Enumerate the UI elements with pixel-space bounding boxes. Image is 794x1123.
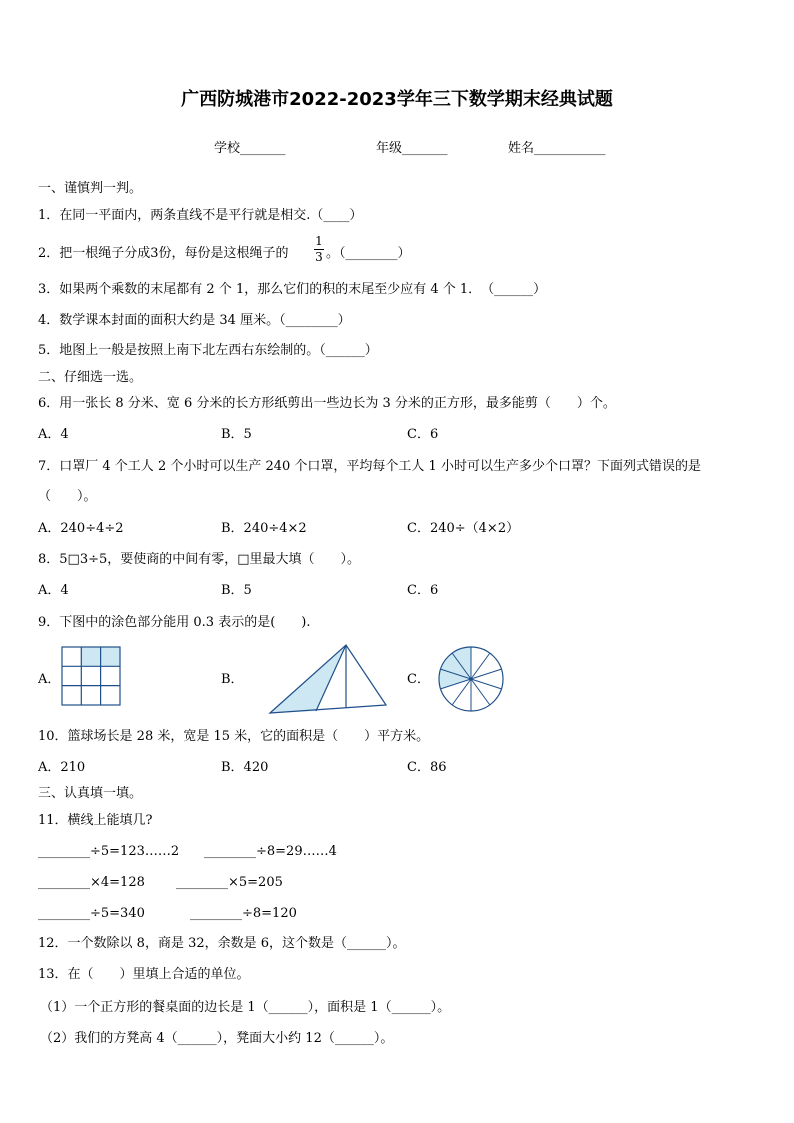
q7-option-c: C．240÷（4×2） <box>407 521 520 536</box>
circle-spoke <box>471 669 501 679</box>
q9-option-b: B． <box>221 672 244 687</box>
q11-equation-4: ________×5=205 <box>176 875 283 890</box>
q6-option-a: A．4 <box>38 427 69 442</box>
q11-equation-5: ________÷5=340 <box>38 906 145 921</box>
q13-part-2: （2）我们的方凳高 4（______），凳面大小约 12（______）。 <box>40 1031 394 1046</box>
school-field[interactable]: 学校_______ <box>214 141 286 156</box>
fraction-denominator: 3 <box>315 250 323 264</box>
triangle-figure <box>268 643 388 715</box>
q9-option-c: C． <box>407 672 430 687</box>
question-5: 5．地图上一般是按照上南下北左西右东绘制的。（______） <box>38 343 378 358</box>
question-6: 6．用一张长 8 分米、宽 6 分米的长方形纸剪出一些边长为 3 分米的正方形，最多能剪（ ）个。 <box>38 396 616 411</box>
question-1: 1．在同一平面内，两条直线不是平行就是相交.（____） <box>38 208 363 223</box>
fraction-one-third <box>314 235 324 264</box>
q6-option-c: C．6 <box>407 427 439 442</box>
q11-equation-2: ________÷8=29……4 <box>204 844 337 859</box>
grid-shaded-cell <box>101 647 120 666</box>
q7-option-a: A．240÷4÷2 <box>38 521 124 536</box>
q8-option-c: C．6 <box>407 583 439 598</box>
grid-shaded-cell <box>81 647 100 666</box>
question-10: 10．篮球场长是 28 米，宽是 15 米，它的面积是（ ）平方米。 <box>38 729 430 744</box>
question-7-line1: 7．口罩厂 4 个工人 2 个小时可以生产 240 个口罩，平均每个工人 1 小时可以生产多少个口罩？下面列式错误的是 <box>38 459 701 474</box>
question-4: 4．数学课本封面的面积大约是 34 厘米。（________） <box>38 313 351 328</box>
question-8: 8．5□3÷5，要使商的中间有零，□里最大填（ ）。 <box>38 552 361 567</box>
section-heading-3: 三、认真填一填。 <box>38 786 143 801</box>
section-heading-1: 一、谨慎判一判。 <box>38 181 143 196</box>
question-7-line2: （ ）。 <box>38 489 97 504</box>
q8-option-b: B．5 <box>221 583 252 598</box>
circle-spoke <box>471 653 490 679</box>
q6-option-b: B．5 <box>221 427 252 442</box>
grid-figure <box>62 647 120 705</box>
question-13: 13．在（ ）里填上合适的单位。 <box>38 967 250 982</box>
circle-figure <box>438 646 504 712</box>
q10-option-a: A．210 <box>38 760 86 775</box>
question-12: 12．一个数除以 8，商是 32，余数是 6，这个数是（______）。 <box>38 936 406 951</box>
q9-option-a: A． <box>38 672 61 687</box>
fraction-numerator: 1 <box>315 234 323 248</box>
q10-option-c: C．86 <box>407 760 447 775</box>
q7-option-b: B．240÷4×2 <box>221 521 307 536</box>
question-9: 9．下图中的涂色部分能用 0.3 表示的是( ). <box>38 615 311 630</box>
question-11: 11．横线上能填几? <box>38 813 153 828</box>
q8-option-a: A．4 <box>38 583 69 598</box>
q13-part-1: （1）一个正方形的餐桌面的边长是 1（______），面积是 1（______）。 <box>40 1000 451 1015</box>
q10-option-b: B．420 <box>221 760 269 775</box>
q11-equation-6: ________÷8=120 <box>190 906 297 921</box>
grade-field[interactable]: 年级_______ <box>376 141 448 156</box>
circle-spoke <box>471 679 501 689</box>
section-heading-2: 二、仔细选一选。 <box>38 370 143 385</box>
circle-spoke <box>471 679 490 705</box>
page-title: 广西防城港市2022-2023学年三下数学期末经典试题 <box>181 89 613 110</box>
q11-equation-1: ________÷5=123……2 <box>38 844 180 859</box>
question-2-stem: 2．把一根绳子分成3份，每份是这根绳子的 <box>38 246 289 261</box>
name-field[interactable]: 姓名___________ <box>508 141 606 156</box>
question-3: 3．如果两个乘数的末尾都有 2 个 1，那么它们的积的末尾至少应有 4 个 1． （______） <box>38 282 547 297</box>
q11-equation-3: ________×4=128 <box>38 875 145 890</box>
question-2-blank: 。（________） <box>326 246 411 261</box>
